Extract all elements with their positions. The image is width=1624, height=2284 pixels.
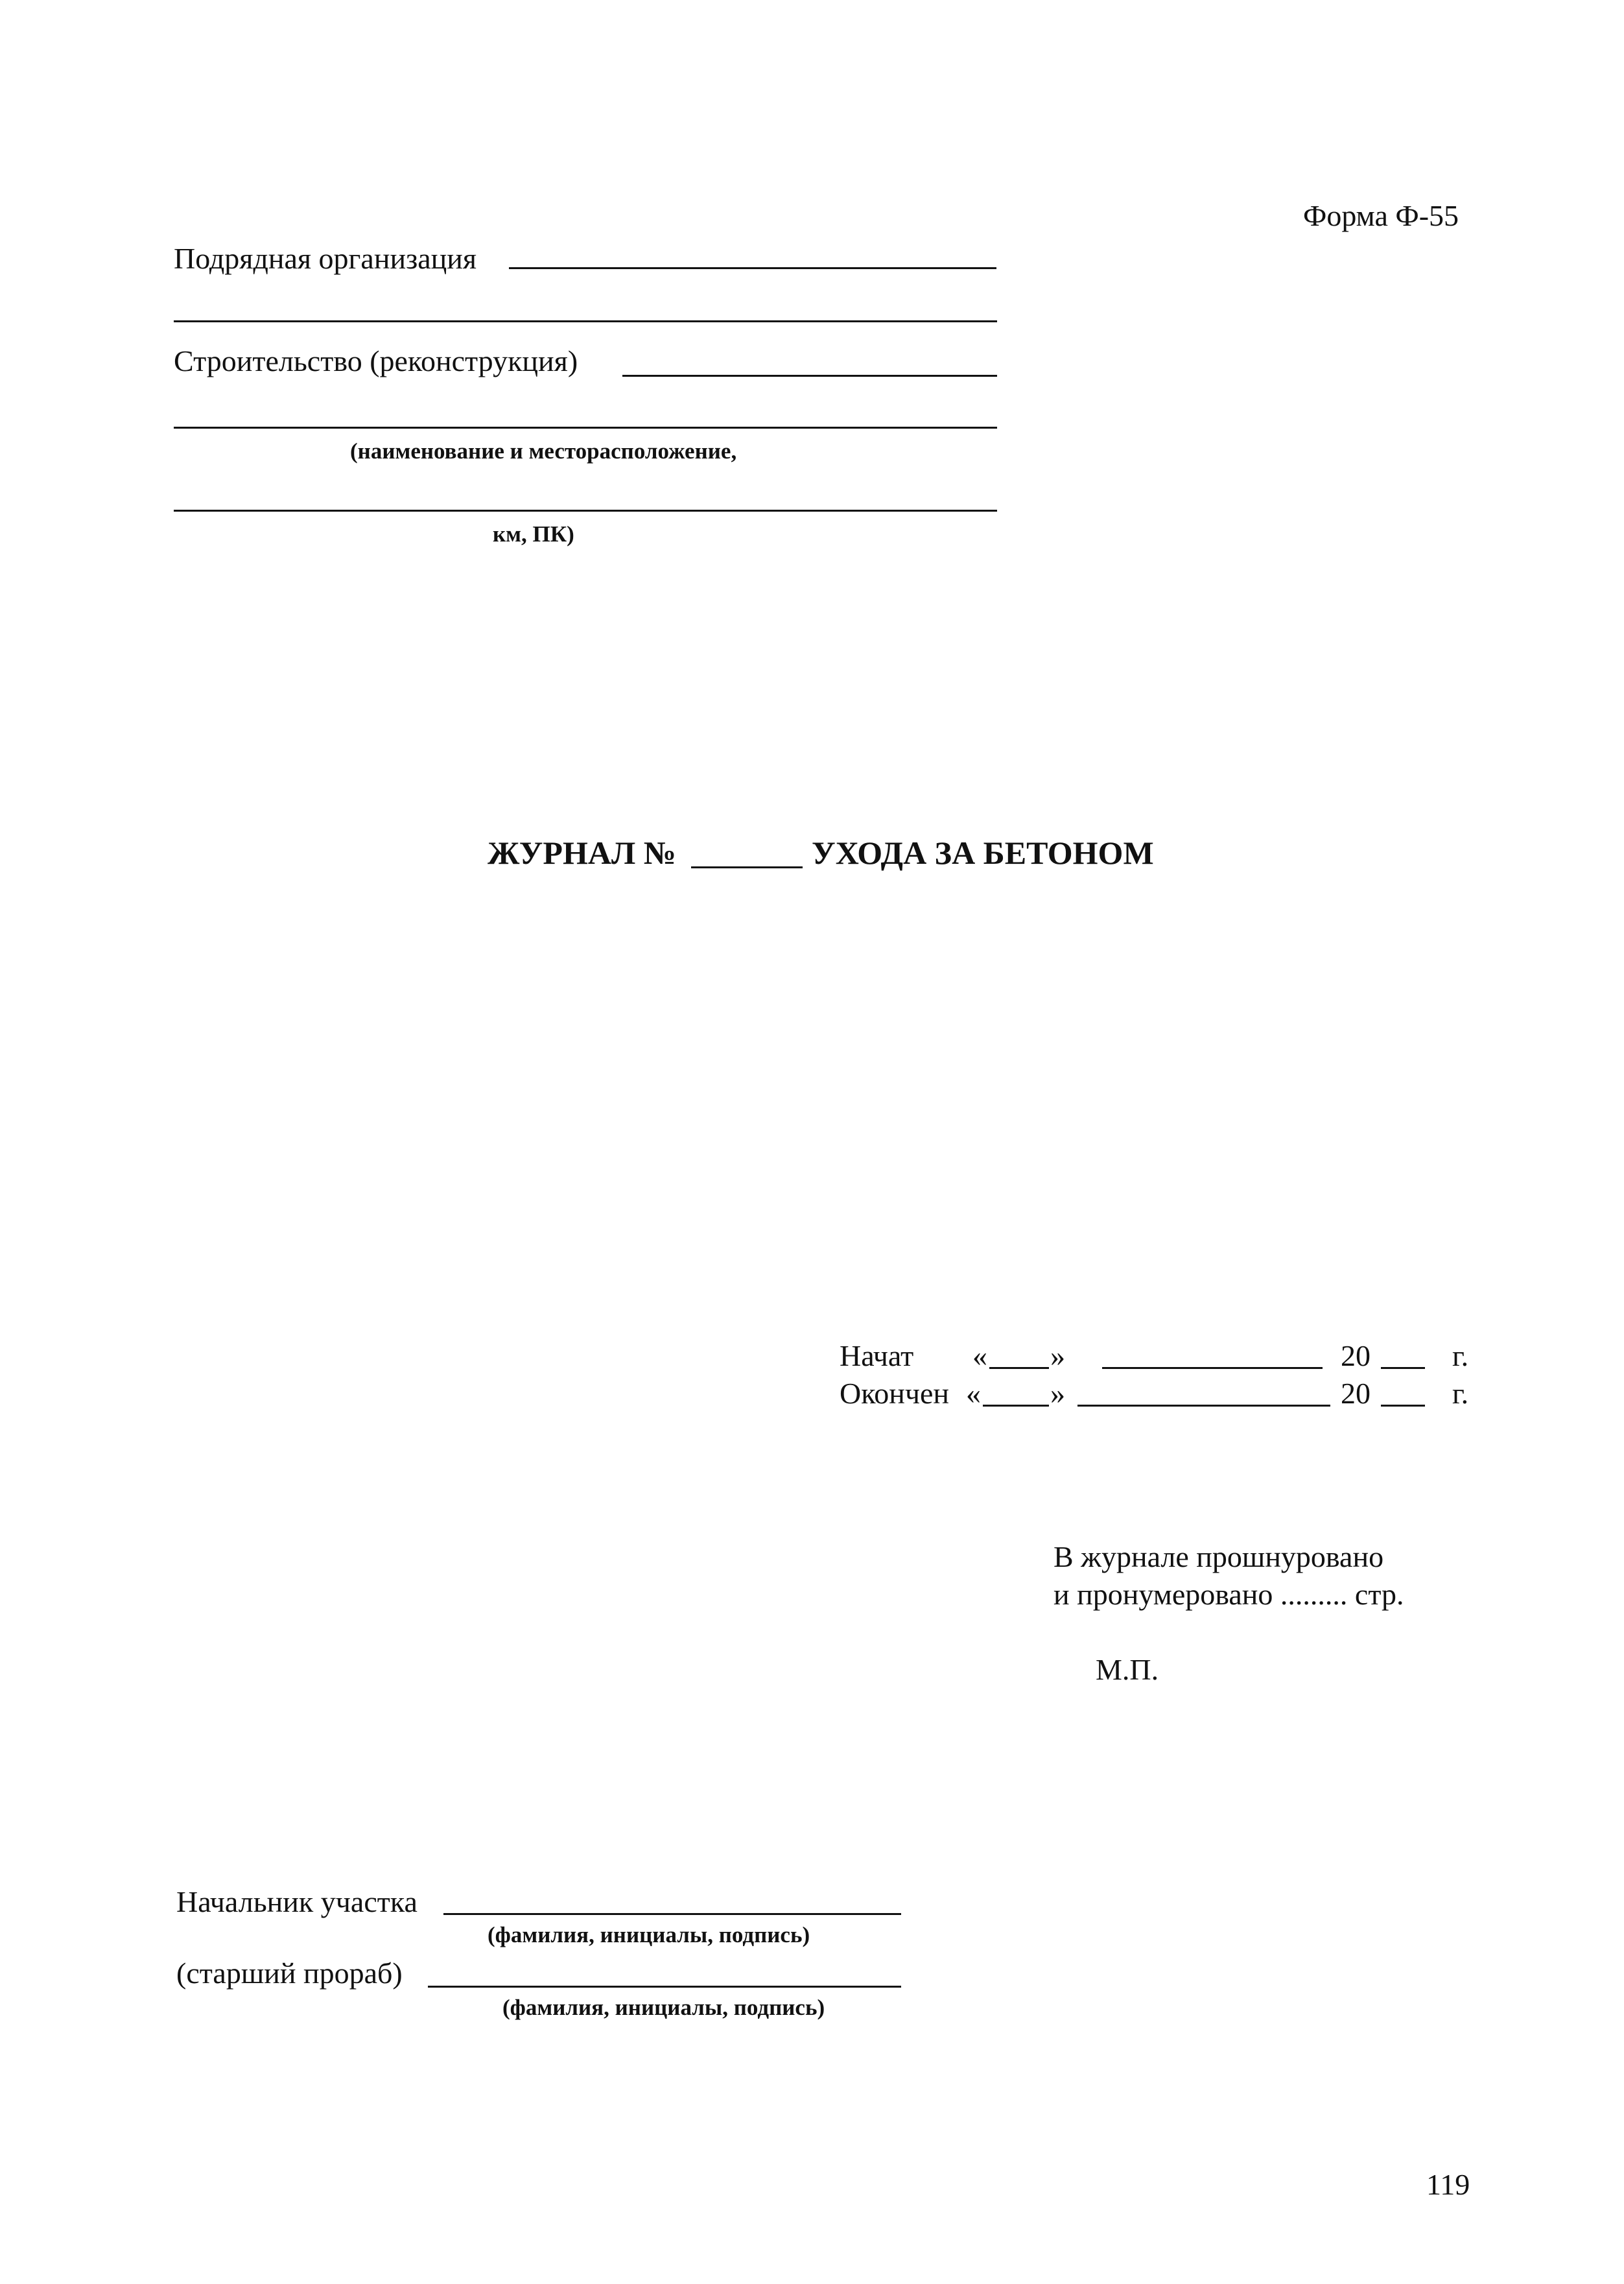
started-year-prefix: 20 — [1341, 1339, 1371, 1372]
km-caption: км, ПК) — [493, 521, 574, 547]
contractor-field-line-2[interactable] — [174, 320, 997, 322]
binding-line-1: В журнале прошнуровано — [1053, 1540, 1384, 1573]
finished-year-field[interactable] — [1381, 1405, 1425, 1407]
form-label: Форма Ф-55 — [1303, 199, 1459, 232]
journal-title-right: УХОДА ЗА БЕТОНОМ — [812, 835, 1154, 871]
name-location-caption: (наименование и месторасположение, — [350, 438, 737, 464]
senior-signature-caption: (фамилия, инициалы, подпись) — [502, 1995, 825, 2020]
started-day-field[interactable] — [989, 1367, 1049, 1369]
head-label: Начальник участка — [176, 1885, 418, 1918]
started-year-field[interactable] — [1381, 1367, 1425, 1369]
contractor-label: Подрядная организация — [174, 242, 477, 275]
binding-line-2: и пронумеровано ......... стр. — [1053, 1578, 1404, 1611]
finished-year-prefix: 20 — [1341, 1377, 1371, 1410]
contractor-field[interactable] — [509, 267, 996, 269]
finished-label: Окончен — [840, 1377, 950, 1410]
construction-field[interactable] — [622, 375, 997, 377]
finished-close-quote: » — [1050, 1377, 1065, 1410]
km-field[interactable] — [174, 510, 997, 512]
finished-day-field[interactable] — [983, 1405, 1049, 1407]
page-number: 119 — [1426, 2168, 1470, 2201]
started-year-suffix: г. — [1452, 1339, 1469, 1372]
construction-label: Строительство (реконструкция) — [174, 344, 578, 377]
head-signature-field[interactable] — [443, 1913, 901, 1915]
started-close-quote: » — [1050, 1339, 1065, 1372]
finished-year-suffix: г. — [1452, 1377, 1469, 1410]
head-signature-caption: (фамилия, инициалы, подпись) — [488, 1922, 810, 1947]
journal-title-left: ЖУРНАЛ № — [488, 835, 676, 871]
finished-month-field[interactable] — [1077, 1405, 1330, 1407]
started-open-quote: « — [972, 1339, 987, 1372]
name-location-field[interactable] — [174, 427, 997, 429]
started-label: Начат — [840, 1339, 914, 1372]
senior-label: (старший прораб) — [176, 1957, 403, 1990]
journal-number-field[interactable] — [691, 866, 803, 868]
senior-signature-field[interactable] — [428, 1986, 901, 1988]
started-month-field[interactable] — [1102, 1367, 1323, 1369]
finished-open-quote: « — [966, 1377, 981, 1410]
seal-label: М.П. — [1096, 1653, 1159, 1686]
